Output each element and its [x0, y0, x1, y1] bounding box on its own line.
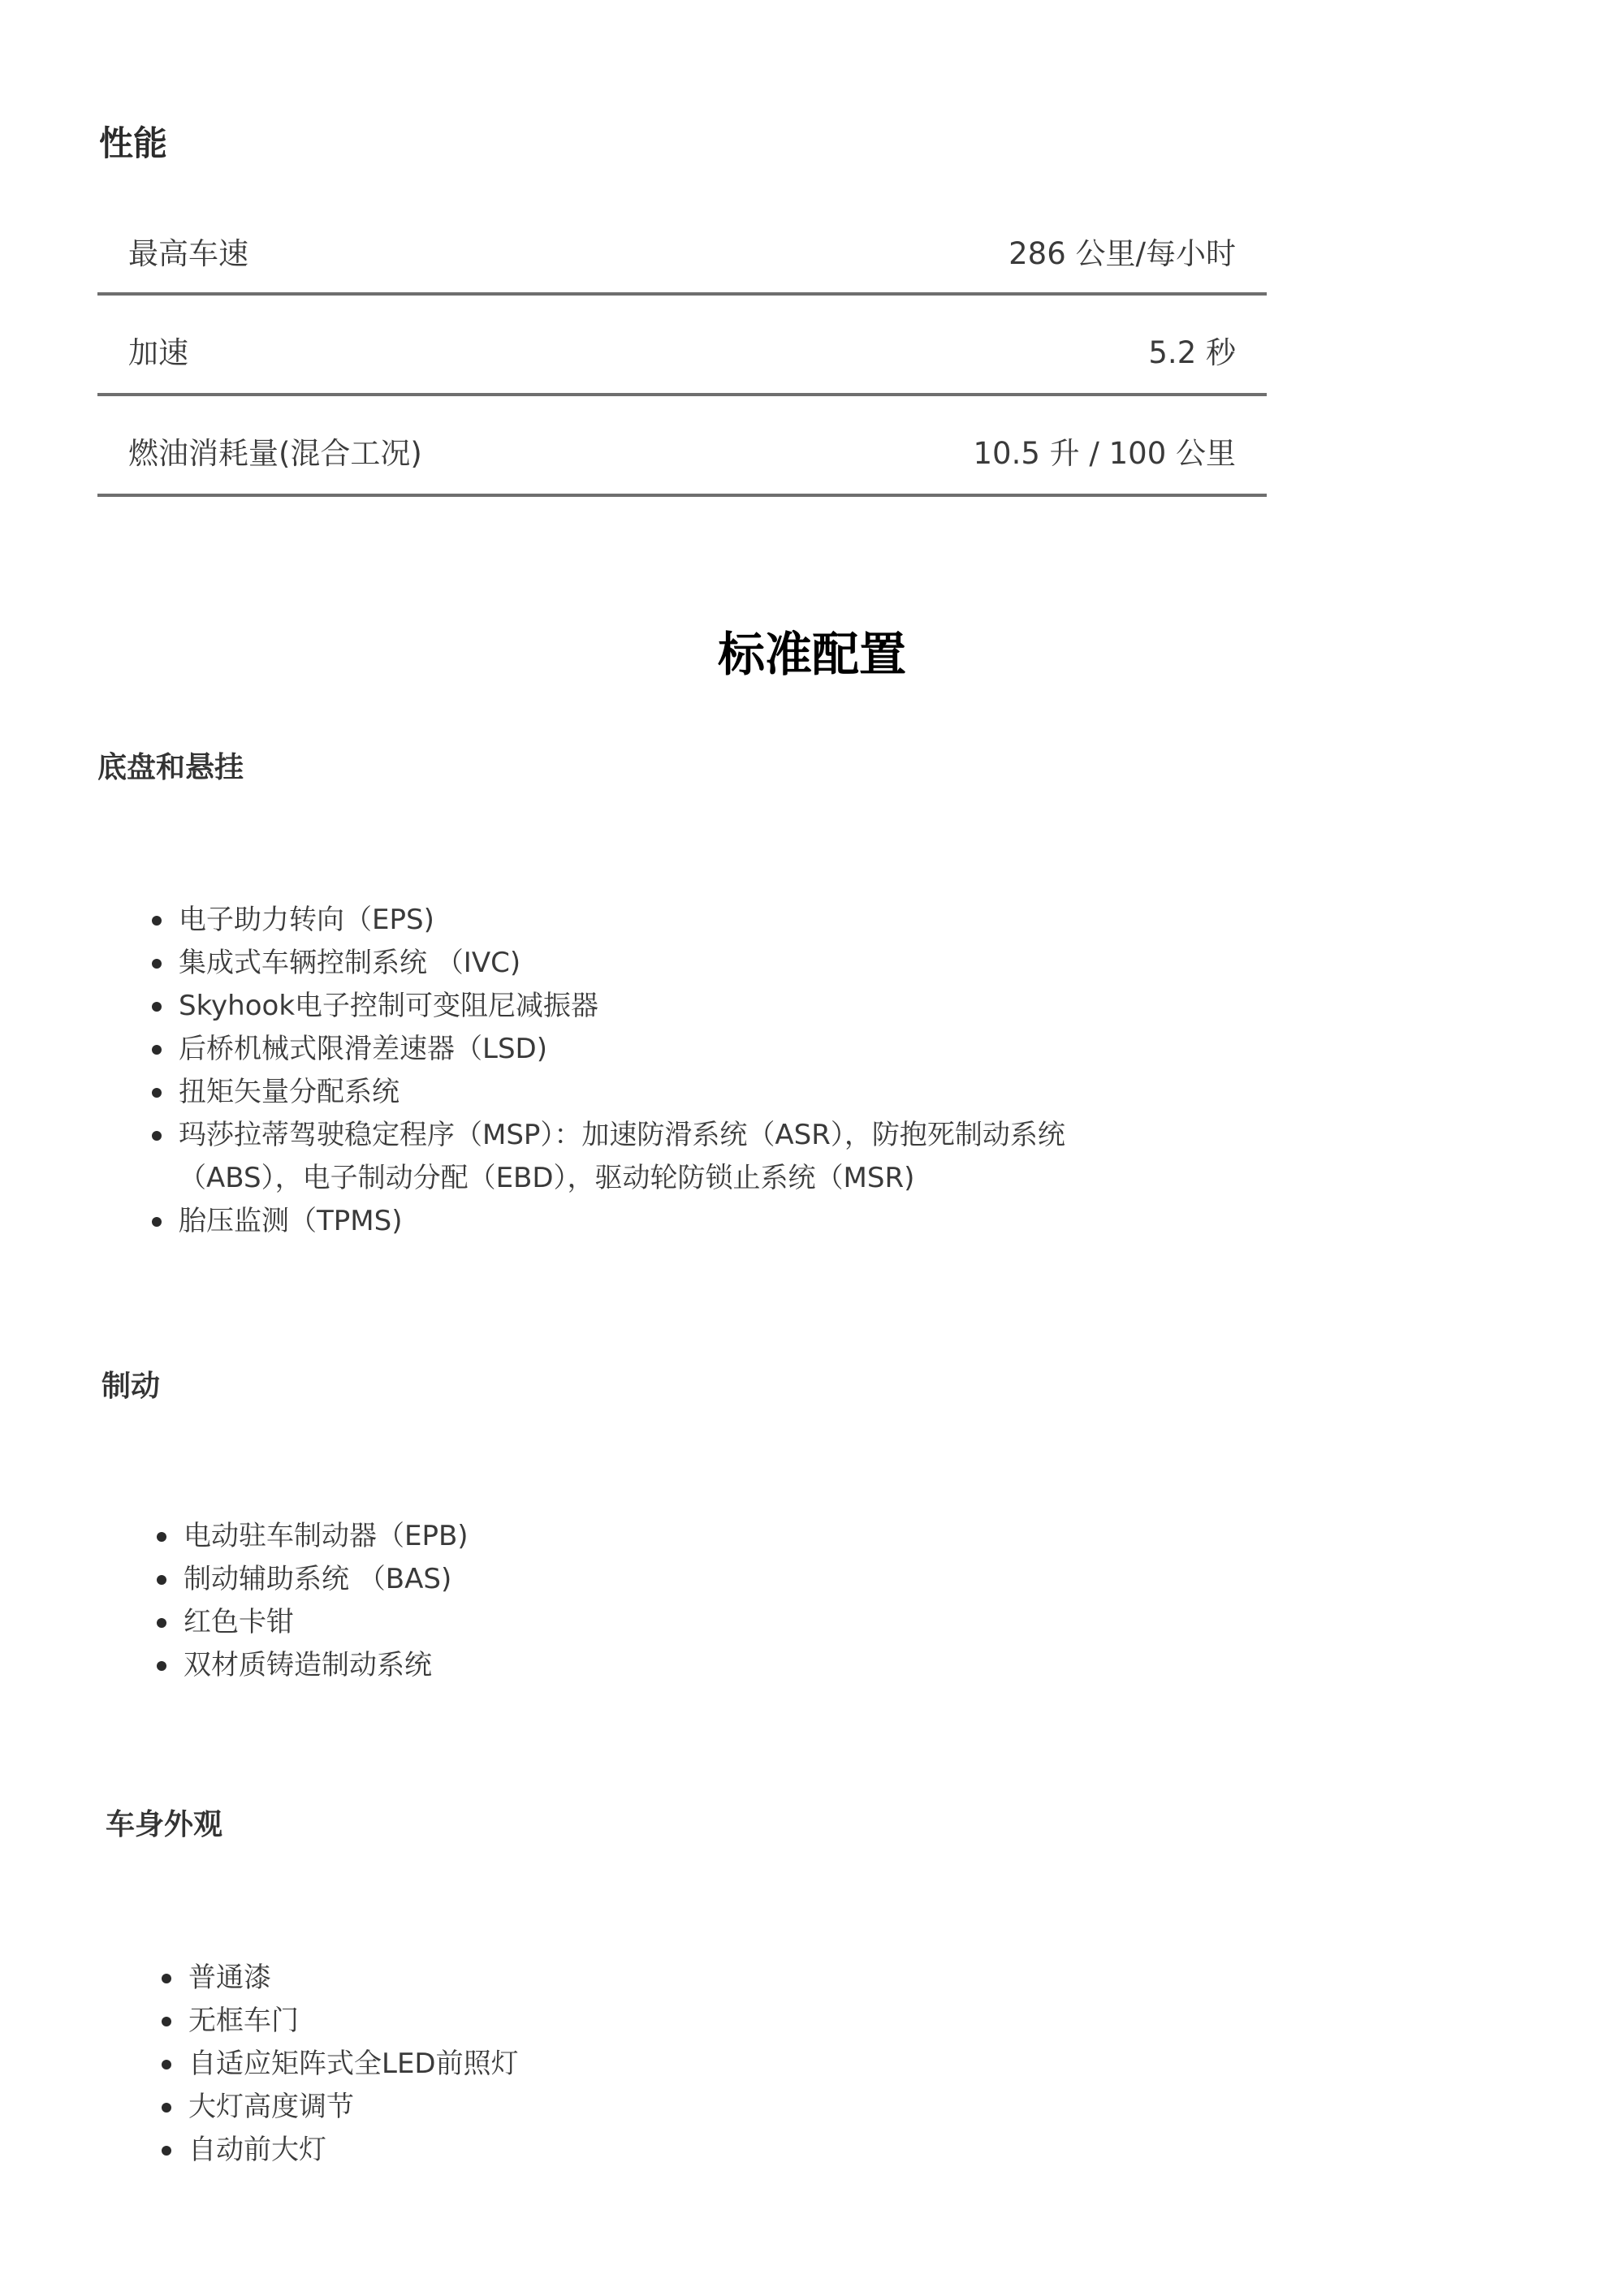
list-item: 普通漆 [188, 1957, 1163, 2000]
bullet-icon [152, 1045, 162, 1055]
bullet-icon [162, 1974, 171, 1983]
list-item: 电子助力转向（EPS) [179, 899, 1186, 942]
bullet-icon [152, 1002, 162, 1012]
section-heading-chassis: 底盘和悬挂 [97, 751, 244, 784]
list-item: 集成式车辆控制系统 （IVC) [179, 942, 1186, 985]
performance-spec-table [97, 196, 1267, 497]
standard-equipment-heading: 标准配置 [718, 627, 907, 682]
bullet-icon [162, 2103, 171, 2113]
list-item: 红色卡钳 [184, 1601, 1158, 1644]
list-item: 扭矩矢量分配系统 [179, 1071, 1186, 1114]
bullet-icon [157, 1532, 166, 1542]
bullet-icon [157, 1575, 166, 1585]
bullet-icon [152, 1217, 162, 1227]
list-item: 双材质铸造制动系统 [184, 1644, 1158, 1687]
list-item: 电动驻车制动器（EPB) [184, 1515, 1158, 1558]
spec-value: 286 公里/每小时 [1009, 236, 1236, 271]
spec-label: 最高车速 [128, 236, 248, 271]
list-item: 后桥机械式限滑差速器（LSD) [179, 1028, 1186, 1071]
bullet-icon [152, 959, 162, 969]
bullet-icon [152, 1088, 162, 1098]
section-heading-brakes: 制动 [102, 1370, 161, 1403]
list-item: 无框车门 [188, 2000, 1163, 2043]
bullet-icon [152, 1131, 162, 1141]
spec-value: 5.2 秒 [1148, 335, 1236, 370]
spec-label: 加速 [128, 335, 188, 370]
list-item: Skyhook电子控制可变阻尼减振器 [179, 985, 1186, 1028]
chassis-feature-list [179, 899, 1186, 1243]
performance-heading: 性能 [99, 123, 168, 163]
bullet-icon [152, 916, 162, 926]
spec-label: 燃油消耗量(混合工况) [128, 436, 422, 471]
bullet-icon [162, 2017, 171, 2026]
bullet-icon [162, 2146, 171, 2156]
spec-row-fuel-consumption [97, 396, 1267, 497]
list-item: 自动前大灯 [188, 2129, 1163, 2172]
list-item: 胎压监测（TPMS) [179, 1200, 1186, 1243]
list-item: 自适应矩阵式全LED前照灯 [188, 2043, 1163, 2086]
spec-row-top-speed [97, 196, 1267, 296]
list-item: 制动辅助系统 （BAS) [184, 1558, 1158, 1601]
exterior-feature-list [188, 1957, 1163, 2172]
spec-row-acceleration [97, 296, 1267, 396]
bullet-icon [162, 2060, 171, 2069]
brakes-feature-list [184, 1515, 1158, 1687]
bullet-icon [157, 1661, 166, 1671]
bullet-icon [157, 1618, 166, 1628]
list-item: 玛莎拉蒂驾驶稳定程序（MSP）：加速防滑系统（ASR），防抱死制动系统（ABS），电子制动分配（EBD），驱动轮防锁止系统（MSR) [179, 1114, 1186, 1200]
list-item: 大灯高度调节 [188, 2086, 1163, 2129]
section-heading-exterior: 车身外观 [106, 1808, 223, 1841]
spec-value: 10.5 升 / 100 公里 [973, 436, 1236, 471]
